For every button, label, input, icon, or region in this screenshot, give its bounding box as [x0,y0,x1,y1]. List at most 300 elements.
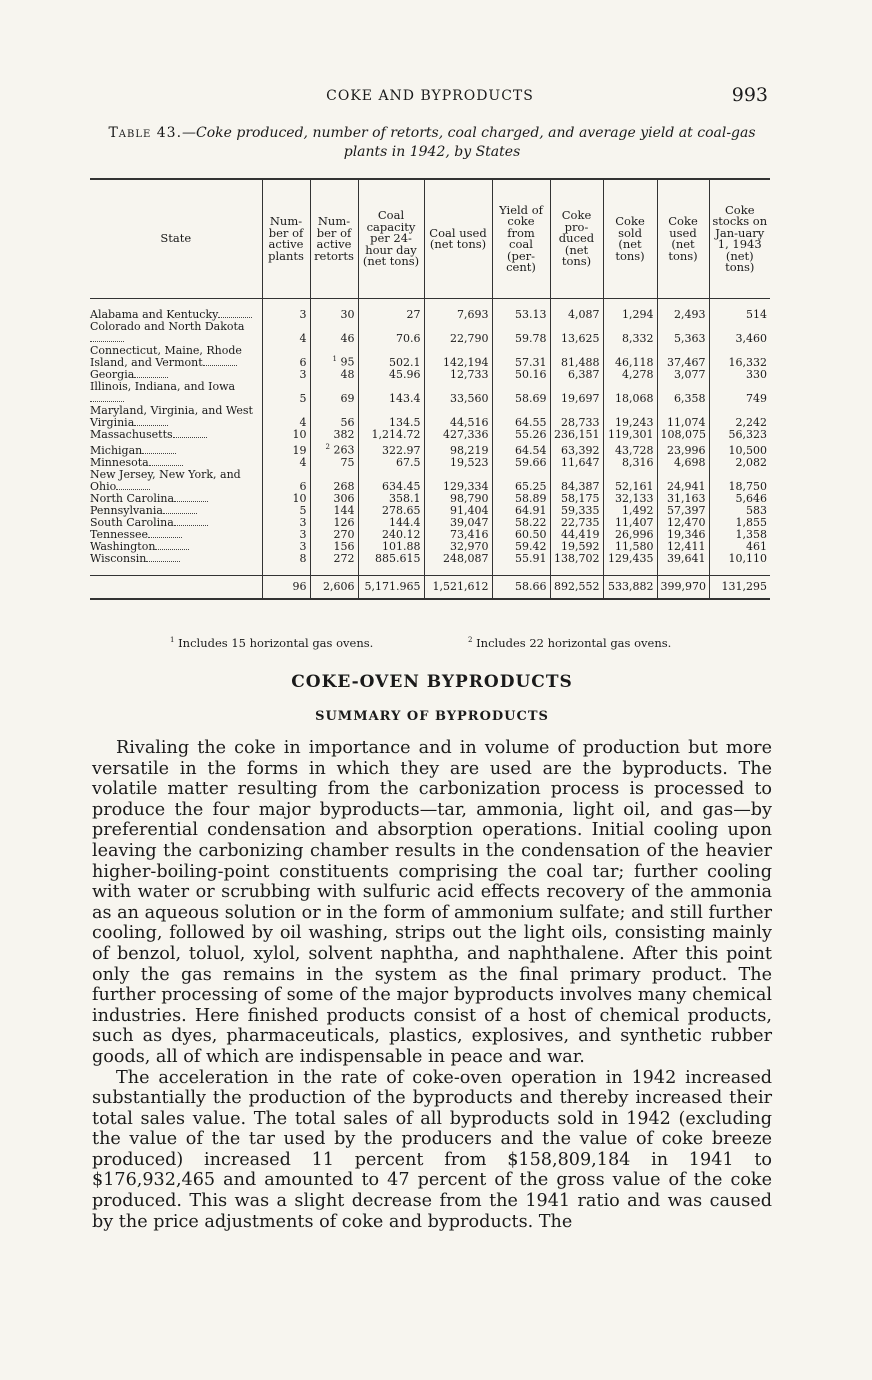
cell-retorts [310,309,358,321]
state-name: Minnesota [90,455,149,469]
cell-value: 39,641 [667,551,706,565]
cell-value: 65.25 [515,479,547,493]
cell-yield [492,369,550,381]
cell-produced [550,345,603,369]
cell-used [657,309,709,321]
table-row [90,553,770,565]
total-used: 399,970 [657,575,709,599]
cell-sold [603,429,657,441]
dot-leader [203,363,237,366]
cell-yield [492,321,550,345]
cell-value: 19,523 [450,455,489,469]
cell-value: 60.50 [515,527,547,541]
cell-used [657,381,709,405]
cell-value: 48 [340,368,355,381]
cell-value: 73,416 [450,527,489,541]
cell-value: 64.54 [515,443,547,457]
cell-value: 59.42 [515,539,547,553]
cell-value: 22,735 [561,515,600,529]
cell-stocks [709,457,770,469]
cell-value: 18,750 [728,479,767,493]
cell-value: 56 [340,416,355,429]
cell-value: 70.6 [396,332,421,345]
cell-produced [550,381,603,405]
cell-stocks [709,405,770,429]
cell-coal-used [424,469,492,493]
cell-plants [262,369,310,381]
cell-value: 6 [299,479,307,493]
total-capacity: 5,171.965 [358,575,424,599]
cell-value: 3,460 [735,332,767,345]
cell-value: 19,697 [561,392,600,405]
cell-value: 1,492 [622,503,654,517]
cell-produced [550,469,603,493]
cell-stocks [709,381,770,405]
cell-value: 58.22 [515,515,547,529]
dot-leader [134,375,168,378]
cell-sold [603,469,657,493]
cell-plants [262,469,310,493]
cell-value: 19,243 [615,416,654,429]
cell-capacity [358,405,424,429]
cell-value: 64.91 [515,503,547,517]
cell-yield [492,441,550,457]
cell-coal-used [424,429,492,441]
cell-value: 19,346 [667,527,706,541]
cell-value: 39,047 [450,515,489,529]
cell-value: 119,301 [608,428,654,441]
cell-capacity [358,321,424,345]
cell-value: 95 [340,356,355,369]
dot-leader [218,315,252,318]
dot-leader [174,499,208,502]
cell-value: 58.89 [515,491,547,505]
cell-value: 16,332 [728,356,767,369]
cell-value: 382 [333,428,355,441]
state-name: Colorado and North Dakota [90,320,245,333]
cell-value: 634.45 [382,479,421,493]
cell-yield [492,381,550,405]
page-number: 993 [731,84,768,106]
cell-sold [603,309,657,321]
section-subtitle: SUMMARY OF BYPRODUCTS [315,709,549,724]
column-header: State [90,179,262,299]
totals-row [90,575,770,599]
dot-leader [146,559,180,562]
cell-value: 270 [333,527,355,541]
cell-value: 2,082 [735,455,767,469]
table-row [90,405,770,429]
cell-plants [262,429,310,441]
cell-value: 57,397 [667,503,706,517]
cell-used [657,321,709,345]
cell-value: 12,733 [450,368,489,381]
state-name: Illinois, Indiana, and Iowa [90,380,236,393]
cell-plants [262,321,310,345]
cell-value: 24,941 [667,479,706,493]
cell-value: 4 [299,416,307,429]
column-header: Num-ber of active plants [262,179,310,299]
cell-produced [550,321,603,345]
cell-value: 69 [340,392,355,405]
cell-value: 3,077 [674,368,706,381]
state-name: Washington [90,539,156,553]
cell-used [657,369,709,381]
cell-value: 306 [333,491,355,505]
state-cell [90,321,262,345]
cell-value: 32,970 [450,539,489,553]
cell-value: 19,592 [561,539,600,553]
cell-value: 322.97 [382,443,421,457]
cell-coal-used [424,369,492,381]
cell-value: 144 [333,503,355,517]
cell-value: 514 [746,308,767,321]
cell-yield [492,405,550,429]
cell-capacity [358,457,424,469]
state-cell [90,345,262,369]
table-row [90,429,770,441]
cell-value: 10 [292,491,307,505]
state-name: Wisconsin [90,551,147,565]
cell-value: 1,358 [735,527,767,541]
cell-value: 46,118 [615,356,654,369]
cell-value: 502.1 [389,356,421,369]
cell-value: 45.96 [389,368,421,381]
cell-value: 126 [333,515,355,529]
state-name: Michigan [90,443,143,457]
cell-value: 12,470 [667,515,706,529]
cell-capacity [358,309,424,321]
cell-yield [492,429,550,441]
cell-retorts [310,369,358,381]
state-name: Connecticut, Maine, Rhode Island, and Vermont [90,344,242,369]
dot-leader [90,339,124,342]
cell-value: 144.4 [389,515,421,529]
cell-sold [603,457,657,469]
cell-plants [262,441,310,457]
totals-label [90,575,262,599]
cell-value: 3 [299,308,307,321]
cell-plants [262,309,310,321]
cell-capacity [358,469,424,493]
cell-plants [262,405,310,429]
cell-value: 108,075 [660,428,706,441]
cell-stocks [709,441,770,457]
cell-produced [550,441,603,457]
cell-coal-used [424,345,492,369]
cell-value: 5,646 [735,491,767,505]
cell-sold [603,381,657,405]
column-header: Coke sold (net tons) [603,179,657,299]
cell-value: 236,151 [554,428,600,441]
cell-value: 278.65 [382,503,421,517]
cell-value: 1,855 [735,515,767,529]
cell-value: 50.16 [515,368,547,381]
state-cell [90,469,262,493]
cell-value: 37,467 [667,356,706,369]
cell-used [657,553,709,565]
cell-value: 28,733 [561,416,600,429]
cell-plants [262,457,310,469]
cell-value: 358.1 [389,491,421,505]
cell-coal-used [424,309,492,321]
cell-value: 18,068 [615,392,654,405]
cell-capacity [358,345,424,369]
cell-value: 7,693 [457,308,489,321]
cell-value: 58.69 [515,392,547,405]
cell-value: 11,074 [667,416,706,429]
cell-value: 19 [292,443,307,457]
cell-retorts [310,405,358,429]
cell-value: 885.615 [375,551,421,565]
table-label: Table 43. [108,125,183,141]
total-produced: 892,552 [550,575,603,599]
cell-value: 56,323 [728,428,767,441]
cell-value: 330 [746,368,767,381]
cell-value: 44,419 [561,527,600,541]
cell-value: 4 [299,332,307,345]
cell-value: 98,790 [450,491,489,505]
cell-value: 263 [333,443,355,457]
cell-value: 129,435 [608,551,654,565]
cell-value: 8 [299,551,307,565]
cell-produced [550,405,603,429]
cell-used [657,429,709,441]
footnote-1: $^1$ Includes 15 horizontal gas ovens. [170,636,374,650]
total-stocks: 131,295 [709,575,770,599]
cell-used [657,469,709,493]
cell-value: 10 [292,428,307,441]
section-title: COKE-OVEN BYPRODUCTS [291,672,573,692]
cell-coal-used [424,321,492,345]
state-name: New Jersey, New York, and Ohio [90,467,241,493]
body-text [92,738,772,1232]
cell-used [657,457,709,469]
cell-value: 5 [299,392,307,405]
cell-retorts [310,321,358,345]
cell-value: 84,387 [561,479,600,493]
cell-value: 6,387 [568,368,600,381]
cell-sold [603,369,657,381]
cell-value: 58,175 [561,491,600,505]
total-sold: 533,882 [603,575,657,599]
state-name: Massachusetts [90,428,173,441]
dot-leader [163,511,197,514]
cell-stocks [709,553,770,565]
cell-value: 143.4 [389,392,421,405]
cell-plants [262,381,310,405]
cell-retorts [310,381,358,405]
column-header: Num-ber of active retorts [310,179,358,299]
cell-value: 13,625 [561,332,600,345]
cell-sold [603,441,657,457]
cell-value: 3 [299,368,307,381]
dot-leader [148,535,182,538]
cell-value: 11,647 [561,455,600,469]
state-name: Alabama and Kentucky [90,308,219,321]
cell-value: 81,488 [561,356,600,369]
cell-coal-used [424,553,492,565]
table-row [90,381,770,405]
state-cell [90,441,262,457]
cell-yield [492,345,550,369]
state-name: Georgia [90,368,135,381]
cell-produced [550,553,603,565]
cell-capacity [358,429,424,441]
cell-value: 142,194 [443,356,489,369]
cell-value: 43,728 [615,443,654,457]
paragraph: Rivaling the coke in importance and in volume of production but more versatile in the forms in which they are used are the byproducts. The volatile matter resulting from the carbonization process is processed to produce the four major byproducts—tar, ammonia, light oil, and gas—by preferential condensation and absorption operations. Initial cooling upon leaving the carbonizing chamber results in the condensation of the heavier higher-boiling-point constituents comprising the coal tar; further cooling with water or scrubbing with sulfuric acid effects recovery of the ammonia as an aqueous solution or in the form of ammonium sulfate; and still further cooling, followed by oil washing, strips out the light oils, consisting mainly of benzol, toluol, xylol, solvent naphtha, and naphthalene. After this point only the gas remains in the system as the final primary product. The further processing of some of the major byproducts involves many chemical industries. Here finished products consist of a host of chemical products, such as dyes, pharmaceuticals, plastics, explosives, and synthetic rubber goods, all of which are indispensable in peace and war. [92,738,772,1067]
cell-used [657,405,709,429]
footnote-ref: 1 [332,355,337,364]
cell-capacity [358,369,424,381]
cell-sold [603,405,657,429]
cell-value: 8,332 [622,332,654,345]
cell-value: 2,242 [735,416,767,429]
cell-value: 10,110 [728,551,767,565]
cell-value: 11,407 [615,515,654,529]
cell-retorts [310,429,358,441]
cell-value: 59.78 [515,332,547,345]
cell-stocks [709,345,770,369]
dot-leader [142,451,176,454]
cell-value: 55.91 [515,551,547,565]
state-name: Tennessee [90,527,148,541]
cell-yield [492,469,550,493]
column-header: Coal used (net tons) [424,179,492,299]
cell-coal-used [424,441,492,457]
cell-value: 240.12 [382,527,421,541]
cell-plants [262,345,310,369]
cell-stocks [709,369,770,381]
cell-value: 3 [299,527,307,541]
footnote-ref: 2 [325,443,330,451]
cell-value: 583 [746,503,767,517]
cell-value: 268 [333,479,355,493]
cell-plants [262,553,310,565]
cell-value: 3 [299,515,307,529]
cell-coal-used [424,405,492,429]
cell-value: 4 [299,455,307,469]
cell-retorts [310,345,358,369]
cell-value: 30 [340,308,355,321]
cell-stocks [709,309,770,321]
cell-coal-used [424,381,492,405]
state-cell [90,405,262,429]
column-header: Coal capacity per 24-hour day (net tons) [358,179,424,299]
cell-value: 5 [299,503,307,517]
cell-sold [603,553,657,565]
state-cell [90,381,262,405]
cell-retorts [310,441,358,457]
cell-sold [603,321,657,345]
cell-value: 98,219 [450,443,489,457]
cell-value: 6,358 [674,392,706,405]
cell-value: 6 [299,356,307,369]
cell-yield [492,309,550,321]
cell-produced [550,429,603,441]
cell-value: 52,161 [615,479,654,493]
table-caption [92,124,772,162]
table-body [90,299,770,599]
total-plants: 96 [262,575,310,599]
cell-value: 33,560 [450,392,489,405]
cell-retorts [310,457,358,469]
column-header: Yield of coke from coal (per-cent) [492,179,550,299]
cell-value: 129,334 [443,479,489,493]
cell-value: 156 [333,539,355,553]
dot-leader [173,435,207,438]
dot-leader [134,423,168,426]
cell-yield [492,553,550,565]
cell-value: 8,316 [622,455,654,469]
cell-value: 46 [340,332,355,345]
cell-stocks [709,429,770,441]
state-cell [90,429,262,441]
cell-used [657,345,709,369]
data-table [90,178,770,600]
cell-value: 272 [333,551,355,565]
cell-value: 23,996 [667,443,706,457]
cell-retorts [310,469,358,493]
state-name: South Carolina [90,515,174,529]
cell-value: 75 [340,455,355,469]
total-yield: 58.66 [492,575,550,599]
cell-produced [550,309,603,321]
cell-value: 32,133 [615,491,654,505]
spacer-row [90,565,770,576]
cell-value: 55.26 [515,428,547,441]
cell-value: 4,278 [622,368,654,381]
cell-value: 57.31 [515,356,547,369]
cell-value: 26,996 [615,527,654,541]
column-header: Coke pro-duced (net tons) [550,179,603,299]
cell-value: 2,493 [674,308,706,321]
cell-value: 11,580 [615,539,654,553]
cell-value: 10,500 [728,443,767,457]
cell-value: 461 [746,539,767,553]
dot-leader [149,463,183,466]
column-header: Coke used (net tons) [657,179,709,299]
dot-leader [155,547,189,550]
cell-produced [550,369,603,381]
cell-value: 12,411 [667,539,706,553]
cell-used [657,441,709,457]
dot-leader [116,487,150,490]
cell-coal-used [424,457,492,469]
cell-value: 248,087 [443,551,489,565]
cell-capacity [358,381,424,405]
cell-value: 64.55 [515,416,547,429]
column-header: Coke stocks on Jan-uary 1, 1943 (net) tons) [709,179,770,299]
total-retorts: 2,606 [310,575,358,599]
cell-produced [550,457,603,469]
cell-value: 134.5 [389,416,421,429]
table-row [90,345,770,369]
state-name: North Carolina [90,491,175,505]
cell-value: 59.66 [515,455,547,469]
table-header-row [90,179,770,299]
footnote-2: $^2$ Includes 22 horizontal gas ovens. [468,636,672,650]
cell-value: 1,214.72 [371,428,421,441]
dot-leader [90,399,124,402]
state-cell [90,553,262,565]
cell-capacity [358,553,424,565]
cell-value: 4,087 [568,308,600,321]
cell-value: 44,516 [450,416,489,429]
cell-value: 22,790 [450,332,489,345]
cell-value: 749 [746,392,767,405]
